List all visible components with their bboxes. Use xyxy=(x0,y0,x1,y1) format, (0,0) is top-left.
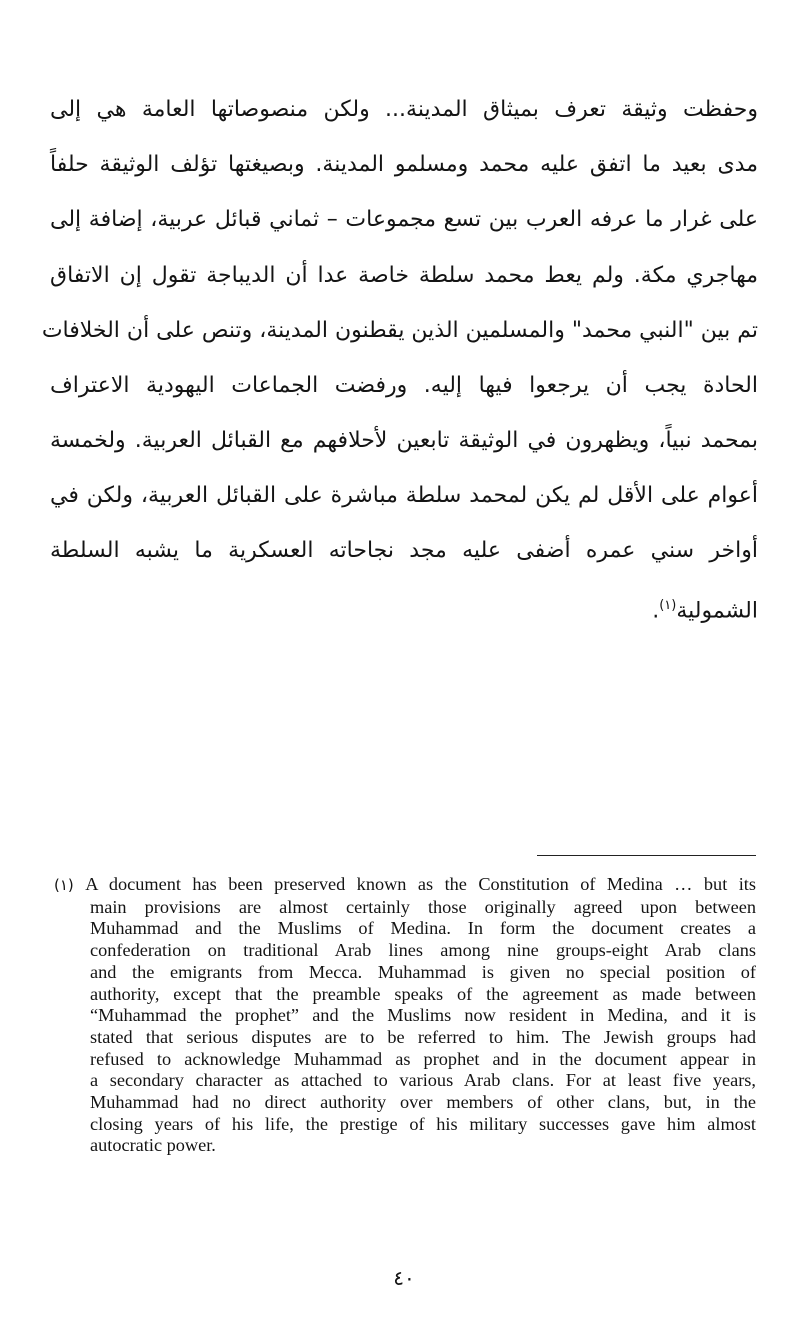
footnote-line: autocratic power. xyxy=(90,1135,216,1156)
body-line: وحفظت وثيقة تعرف بميثاق المدينة... ولكن منصوصاتها العامة هي إلى xyxy=(50,97,758,122)
footnote-line: main provisions are almost certainly those originally agreed upon between xyxy=(90,896,756,917)
footnote xyxy=(54,874,756,1157)
footnote-line: and the emigrants from Mecca. Muhammad is given no special position of xyxy=(90,961,756,982)
footnote-line: a secondary character as attached to various Arab clans. For at least five years, xyxy=(90,1070,756,1091)
body-line: أواخر سني عمره أضفى عليه مجد نجاحاته العسكرية ما يشبه السلطة xyxy=(50,538,758,563)
page-number: ٤٠ xyxy=(393,1266,415,1290)
body-line: أعوام على الأقل لم يكن لمحمد سلطة مباشرة على القبائل العربية، ولكن في xyxy=(50,483,758,508)
body-last-line xyxy=(50,586,758,631)
last-line-text: الشمولية xyxy=(676,598,758,624)
body-line: بمحمد نبياً، ويظهرون في الوثيقة تابعين لأحلافهم مع القبائل العربية. ولخمسة xyxy=(50,428,758,453)
body-line: الحادة يجب أن يرجعوا فيها إليه. ورفضت الجماعات اليهودية الاعتراف xyxy=(50,373,758,398)
last-line-end: . xyxy=(652,598,660,624)
body-line: مدى بعيد ما اتفق عليه محمد ومسلمو المدينة. وبصيغتها تؤلف الوثيقة حلفاً xyxy=(50,152,758,177)
footnote-line: authority, except that the preamble speaks of the agreement as made between xyxy=(90,983,756,1004)
footnote-line: refused to acknowledge Muhammad as prophet and in the document appear in xyxy=(90,1048,756,1069)
footnote-line: stated that serious disputes are to be referred to him. The Jewish groups had xyxy=(90,1026,756,1047)
footnote-divider xyxy=(537,855,756,856)
footnote-line: confederation on traditional Arab lines among nine groups-eight Arab clans xyxy=(90,940,756,961)
body-line: تم بين "النبي محمد" والمسلمين الذين يقطنون المدينة، وتنص على أن الخلافات xyxy=(41,318,758,343)
footnote-line: “Muhammad the prophet” and the Muslims now resident in Medina, and it is xyxy=(90,1005,756,1026)
footnote-line: Muhammad had no direct authority over members of other clans, but, in the xyxy=(90,1092,756,1113)
footnote-marker: (١) xyxy=(54,876,74,894)
footnote-line: closing years of his life, the prestige of his military successes gave him almost xyxy=(90,1113,756,1134)
body-line: مهاجري مكة. ولم يعط محمد سلطة خاصة عدا أن الديباجة تقول إن الاتفاق xyxy=(50,263,758,288)
footnote-reference: (١) xyxy=(659,598,677,613)
footnote-line-text: A document has been preserved known as the Constitution of Medina … but its xyxy=(85,874,756,894)
body-line: على غرار ما عرفه العرب بين تسع مجموعات – ثماني قبائل عربية، إضافة إلى xyxy=(50,207,758,232)
footnote-line xyxy=(54,874,756,897)
footnote-line: Muhammad and the Muslims of Medina. In form the document creates a xyxy=(90,918,756,939)
